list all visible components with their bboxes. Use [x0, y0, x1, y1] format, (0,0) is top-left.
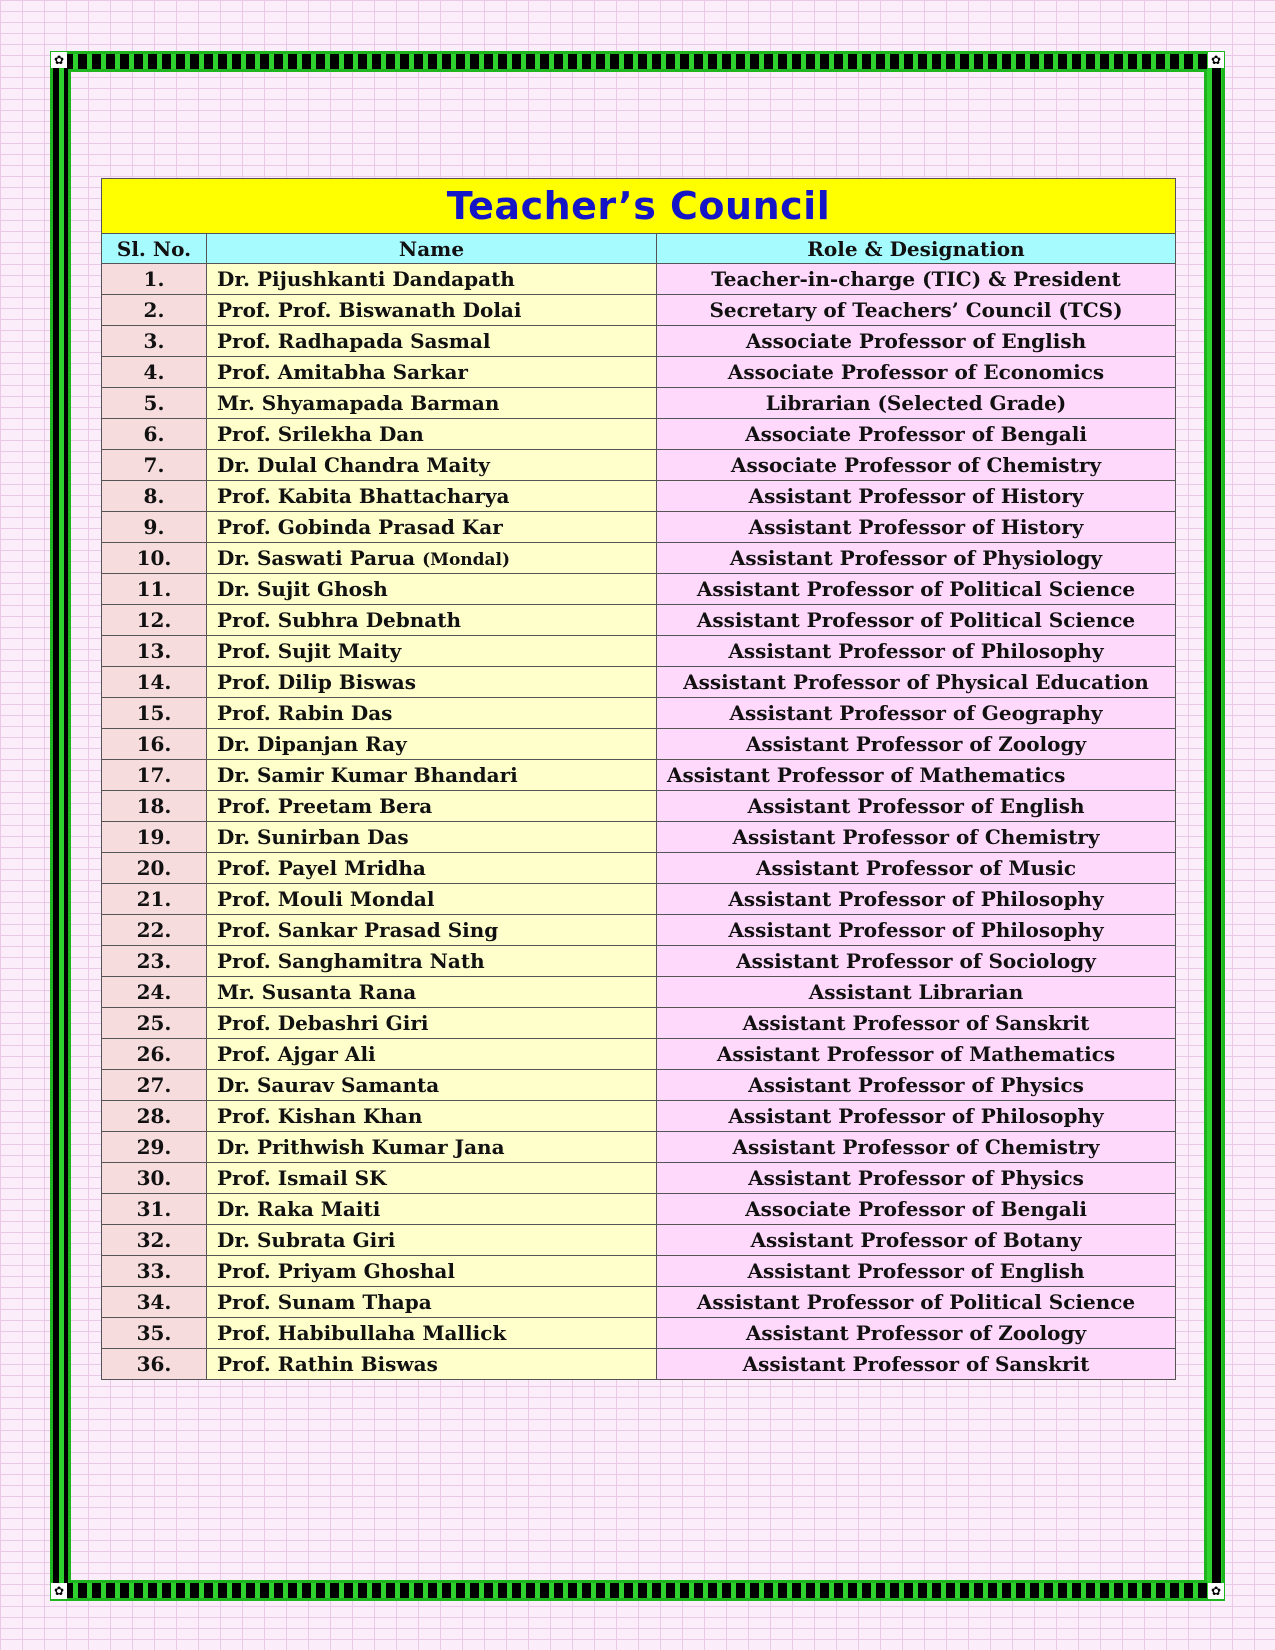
table-row — [102, 326, 1176, 357]
row-role: Assistant Professor of Mathematics — [657, 760, 1176, 791]
row-role: Assistant Professor of Sanskrit — [657, 1008, 1176, 1039]
row-name-text: Prof. Amitabha Sarkar — [217, 360, 468, 384]
row-serial: 25. — [102, 1008, 207, 1039]
row-name-text: Prof. Kabita Bhattacharya — [217, 484, 510, 508]
row-name-suffix: (Mondal) — [422, 550, 511, 570]
table-row — [102, 977, 1176, 1008]
table-row — [102, 791, 1176, 822]
row-name — [207, 1039, 657, 1070]
row-name — [207, 357, 657, 388]
row-role: Assistant Professor of Philosophy — [657, 915, 1176, 946]
row-role: Assistant Professor of Philosophy — [657, 884, 1176, 915]
row-name-text: Prof. Sujit Maity — [217, 639, 402, 663]
row-role: Assistant Professor of Political Science — [657, 1287, 1176, 1318]
row-serial: 16. — [102, 729, 207, 760]
row-serial: 3. — [102, 326, 207, 357]
row-name — [207, 1101, 657, 1132]
table-row — [102, 1163, 1176, 1194]
row-role: Assistant Professor of Sociology — [657, 946, 1176, 977]
table-row — [102, 760, 1176, 791]
row-serial: 19. — [102, 822, 207, 853]
row-serial: 11. — [102, 574, 207, 605]
table-row — [102, 1349, 1176, 1380]
row-name-text: Dr. Sunirban Das — [217, 825, 409, 849]
row-role: Associate Professor of Economics — [657, 357, 1176, 388]
row-name-text: Dr. Dipanjan Ray — [217, 732, 407, 756]
table-row — [102, 1287, 1176, 1318]
row-name-text: Prof. Subhra Debnath — [217, 608, 462, 632]
row-name — [207, 1070, 657, 1101]
row-role: Assistant Professor of English — [657, 791, 1176, 822]
table-row — [102, 1194, 1176, 1225]
table-row — [102, 1070, 1176, 1101]
row-name — [207, 388, 657, 419]
row-name-text: Prof. Habibullaha Mallick — [217, 1321, 507, 1345]
row-name-text: Prof. Kishan Khan — [217, 1104, 423, 1128]
row-name — [207, 636, 657, 667]
row-serial: 34. — [102, 1287, 207, 1318]
table-row — [102, 884, 1176, 915]
row-role: Associate Professor of English — [657, 326, 1176, 357]
row-name-text: Prof. Srilekha Dan — [217, 422, 424, 446]
row-name-text: Prof. Mouli Mondal — [217, 887, 435, 911]
table-row — [102, 698, 1176, 729]
row-name-text: Dr. Prithwish Kumar Jana — [217, 1135, 505, 1159]
row-name — [207, 1008, 657, 1039]
row-name-text: Prof. Preetam Bera — [217, 794, 433, 818]
row-role: Assistant Professor of History — [657, 512, 1176, 543]
table-header-row — [102, 234, 1176, 264]
table-row — [102, 1256, 1176, 1287]
table-row — [102, 729, 1176, 760]
table-row — [102, 388, 1176, 419]
row-serial: 28. — [102, 1101, 207, 1132]
row-name-text: Prof. Priyam Ghoshal — [217, 1259, 455, 1283]
row-role: Associate Professor of Bengali — [657, 419, 1176, 450]
row-name-text: Prof. Gobinda Prasad Kar — [217, 515, 503, 539]
row-serial: 12. — [102, 605, 207, 636]
table-body — [102, 264, 1176, 1380]
row-serial: 29. — [102, 1132, 207, 1163]
row-name-text: Prof. Rathin Biswas — [217, 1352, 438, 1376]
row-role: Associate Professor of Chemistry — [657, 450, 1176, 481]
row-serial: 24. — [102, 977, 207, 1008]
row-role: Assistant Professor of Physiology — [657, 543, 1176, 574]
row-name — [207, 667, 657, 698]
row-name-text: Prof. Ajgar Ali — [217, 1042, 376, 1066]
row-serial: 13. — [102, 636, 207, 667]
column-header-role: Role & Designation — [657, 234, 1176, 264]
row-name — [207, 729, 657, 760]
row-serial: 27. — [102, 1070, 207, 1101]
row-name-text: Prof. Radhapada Sasmal — [217, 329, 491, 353]
row-name-text: Prof. Debashri Giri — [217, 1011, 429, 1035]
row-role: Assistant Professor of Mathematics — [657, 1039, 1176, 1070]
table-row — [102, 1039, 1176, 1070]
row-name-text: Dr. Saurav Samanta — [217, 1073, 440, 1097]
row-name-text: Prof. Ismail SK — [217, 1166, 387, 1190]
table-row — [102, 667, 1176, 698]
row-name-text: Dr. Saswati Parua — [217, 546, 416, 570]
row-role: Assistant Professor of Zoology — [657, 729, 1176, 760]
row-role: Teacher-in-charge (TIC) & President — [657, 264, 1176, 295]
row-serial: 9. — [102, 512, 207, 543]
row-name — [207, 574, 657, 605]
row-serial: 15. — [102, 698, 207, 729]
row-name-text: Dr. Samir Kumar Bhandari — [217, 763, 518, 787]
row-name-text: Prof. Sankar Prasad Sing — [217, 918, 499, 942]
row-role: Assistant Professor of English — [657, 1256, 1176, 1287]
row-name — [207, 1132, 657, 1163]
row-role: Assistant Professor of Botany — [657, 1225, 1176, 1256]
row-role: Assistant Professor of Music — [657, 853, 1176, 884]
row-name-text: Dr. Subrata Giri — [217, 1228, 396, 1252]
corner-ornament-icon: ✿ — [1208, 1583, 1224, 1599]
column-header-sl: Sl. No. — [102, 234, 207, 264]
row-name — [207, 605, 657, 636]
row-name — [207, 512, 657, 543]
row-serial: 36. — [102, 1349, 207, 1380]
row-role: Assistant Professor of Geography — [657, 698, 1176, 729]
row-serial: 33. — [102, 1256, 207, 1287]
row-name — [207, 853, 657, 884]
row-name — [207, 760, 657, 791]
row-role: Assistant Librarian — [657, 977, 1176, 1008]
row-name-text: Dr. Sujit Ghosh — [217, 577, 388, 601]
row-serial: 23. — [102, 946, 207, 977]
row-role: Assistant Professor of Physics — [657, 1163, 1176, 1194]
row-name — [207, 791, 657, 822]
row-name — [207, 1194, 657, 1225]
row-name — [207, 1256, 657, 1287]
row-serial: 5. — [102, 388, 207, 419]
row-role: Associate Professor of Bengali — [657, 1194, 1176, 1225]
row-role: Assistant Professor of Political Science — [657, 605, 1176, 636]
row-name — [207, 481, 657, 512]
table-row — [102, 1101, 1176, 1132]
table-row — [102, 605, 1176, 636]
row-name — [207, 698, 657, 729]
row-serial: 21. — [102, 884, 207, 915]
table-row — [102, 636, 1176, 667]
row-name — [207, 1349, 657, 1380]
table-row — [102, 1008, 1176, 1039]
row-name — [207, 543, 657, 574]
row-role: Assistant Professor of Philosophy — [657, 636, 1176, 667]
table-row — [102, 1318, 1176, 1349]
table-row — [102, 853, 1176, 884]
row-role: Assistant Professor of Chemistry — [657, 1132, 1176, 1163]
row-role: Assistant Professor of Physics — [657, 1070, 1176, 1101]
table-row — [102, 915, 1176, 946]
row-name — [207, 1163, 657, 1194]
table-row — [102, 512, 1176, 543]
row-name-text: Mr. Susanta Rana — [217, 980, 417, 1004]
row-name — [207, 915, 657, 946]
row-role: Secretary of Teachers’ Council (TCS) — [657, 295, 1176, 326]
row-name-text: Prof. Payel Mridha — [217, 856, 426, 880]
row-name — [207, 450, 657, 481]
row-serial: 20. — [102, 853, 207, 884]
row-serial: 31. — [102, 1194, 207, 1225]
column-header-name: Name — [207, 234, 657, 264]
row-role: Assistant Professor of History — [657, 481, 1176, 512]
row-name — [207, 1287, 657, 1318]
row-name-text: Prof. Prof. Biswanath Dolai — [217, 298, 522, 322]
row-serial: 22. — [102, 915, 207, 946]
council-table — [101, 178, 1176, 1380]
table-row — [102, 481, 1176, 512]
table-row — [102, 543, 1176, 574]
row-name — [207, 295, 657, 326]
row-name — [207, 822, 657, 853]
row-name-text: Prof. Sunam Thapa — [217, 1290, 432, 1314]
row-name-text: Dr. Dulal Chandra Maity — [217, 453, 490, 477]
row-serial: 35. — [102, 1318, 207, 1349]
row-role: Assistant Professor of Sanskrit — [657, 1349, 1176, 1380]
table-row — [102, 946, 1176, 977]
row-name — [207, 884, 657, 915]
row-serial: 8. — [102, 481, 207, 512]
row-name — [207, 946, 657, 977]
row-name — [207, 419, 657, 450]
row-name-text: Dr. Raka Maiti — [217, 1197, 381, 1221]
table-row — [102, 419, 1176, 450]
row-name — [207, 1225, 657, 1256]
row-serial: 32. — [102, 1225, 207, 1256]
row-role: Assistant Professor of Philosophy — [657, 1101, 1176, 1132]
row-role: Assistant Professor of Political Science — [657, 574, 1176, 605]
row-name — [207, 264, 657, 295]
row-serial: 18. — [102, 791, 207, 822]
row-serial: 30. — [102, 1163, 207, 1194]
corner-ornament-icon: ✿ — [51, 52, 67, 68]
row-name-text: Prof. Dilip Biswas — [217, 670, 417, 694]
row-serial: 17. — [102, 760, 207, 791]
council-sheet — [101, 178, 1175, 1380]
table-row — [102, 822, 1176, 853]
table-row — [102, 1132, 1176, 1163]
corner-ornament-icon: ✿ — [51, 1583, 67, 1599]
row-name — [207, 1318, 657, 1349]
row-serial: 2. — [102, 295, 207, 326]
row-name — [207, 326, 657, 357]
table-row — [102, 357, 1176, 388]
row-name-text: Prof. Rabin Das — [217, 701, 393, 725]
row-serial: 7. — [102, 450, 207, 481]
row-name-text: Mr. Shyamapada Barman — [217, 391, 500, 415]
row-role: Librarian (Selected Grade) — [657, 388, 1176, 419]
row-serial: 6. — [102, 419, 207, 450]
row-serial: 26. — [102, 1039, 207, 1070]
corner-ornament-icon: ✿ — [1208, 52, 1224, 68]
table-row — [102, 295, 1176, 326]
row-serial: 4. — [102, 357, 207, 388]
row-role: Assistant Professor of Zoology — [657, 1318, 1176, 1349]
page-title: Teacher’s Council — [101, 178, 1176, 233]
table-row — [102, 264, 1176, 295]
row-name-text: Prof. Sanghamitra Nath — [217, 949, 485, 973]
table-row — [102, 450, 1176, 481]
row-serial: 1. — [102, 264, 207, 295]
table-row — [102, 574, 1176, 605]
table-row — [102, 1225, 1176, 1256]
row-serial: 14. — [102, 667, 207, 698]
row-name-text: Dr. Pijushkanti Dandapath — [217, 267, 515, 291]
row-serial: 10. — [102, 543, 207, 574]
row-name — [207, 977, 657, 1008]
row-role: Assistant Professor of Chemistry — [657, 822, 1176, 853]
row-role: Assistant Professor of Physical Education — [657, 667, 1176, 698]
